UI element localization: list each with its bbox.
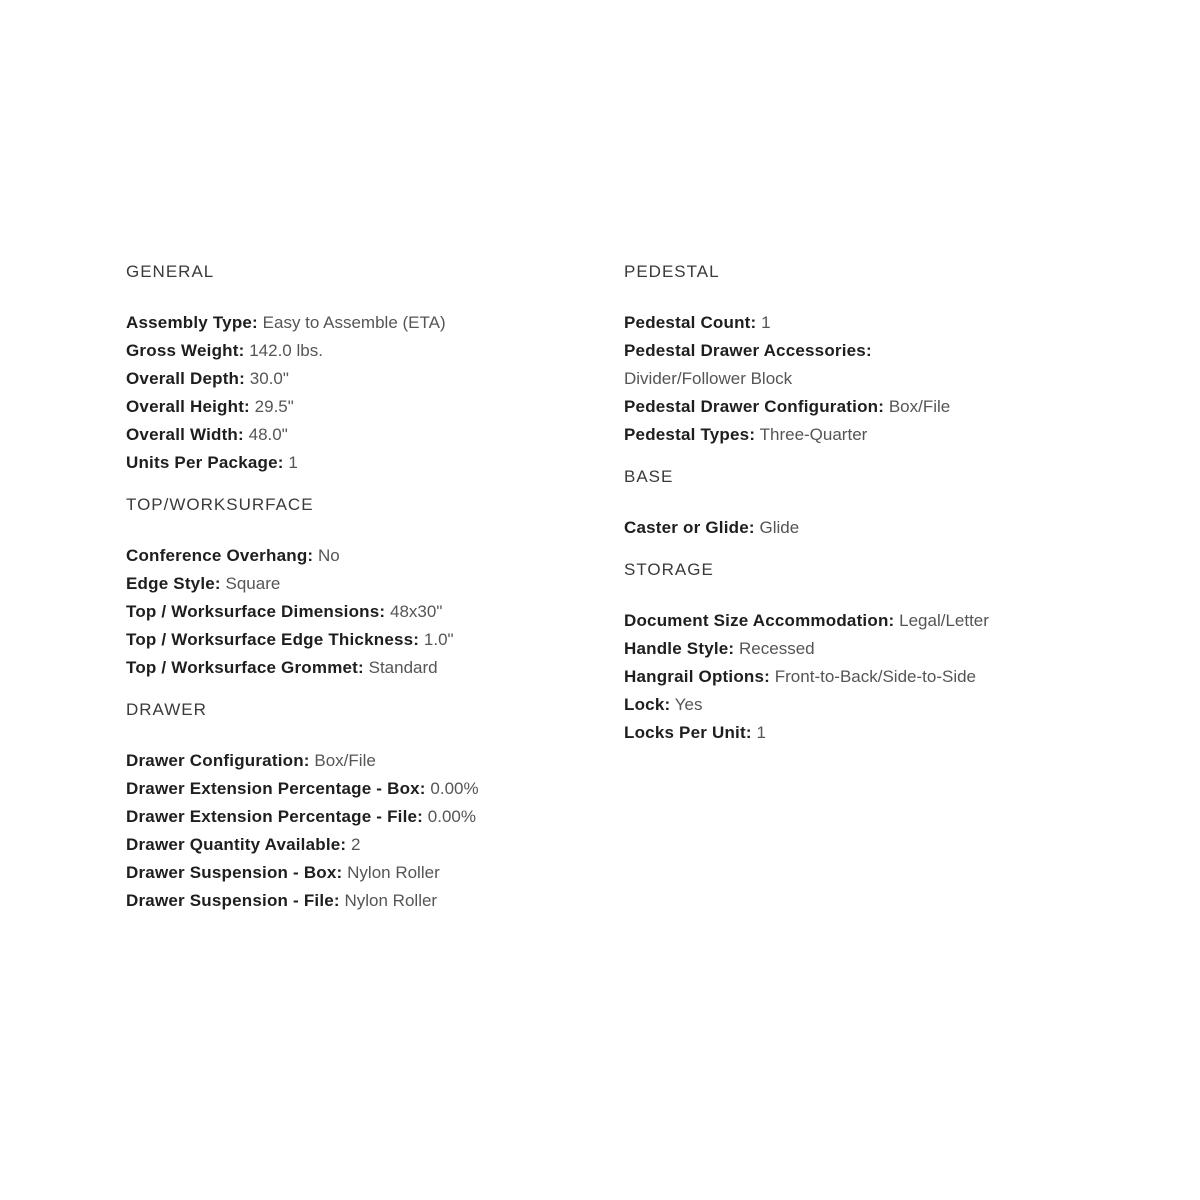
spec-value: 142.0 lbs. xyxy=(249,341,323,360)
section-title-top-worksurface: TOP/WORKSURFACE xyxy=(126,495,314,514)
spec-label: Pedestal Count: xyxy=(624,313,757,332)
spec-label: Lock: xyxy=(624,695,671,714)
spec-value: Nylon Roller xyxy=(347,863,440,882)
specs-column-left xyxy=(126,258,596,929)
spec-overall-depth xyxy=(126,365,596,393)
spec-label: Top / Worksurface Grommet: xyxy=(126,658,364,677)
spec-value: Front-to-Back/Side-to-Side xyxy=(774,667,977,686)
spec-conference-overhang xyxy=(126,542,596,570)
spec-lock xyxy=(624,691,1084,719)
spec-label: Drawer Configuration: xyxy=(126,751,310,770)
spec-value: Box/File xyxy=(888,397,951,416)
spec-pedestal-count xyxy=(624,309,1084,337)
spec-label: Drawer Suspension - Box: xyxy=(126,863,343,882)
spec-value: 1.0" xyxy=(423,630,454,649)
section-pedestal xyxy=(624,258,1084,449)
spec-label: Drawer Quantity Available: xyxy=(126,835,347,854)
section-general xyxy=(126,258,596,477)
spec-drawer-quantity xyxy=(126,831,596,859)
spec-value: Square xyxy=(225,574,281,593)
spec-caster-or-glide xyxy=(624,514,1084,542)
spec-label: Locks Per Unit: xyxy=(624,723,752,742)
section-top-worksurface xyxy=(126,491,596,682)
spec-value: Standard xyxy=(368,658,438,677)
spec-label: Overall Depth: xyxy=(126,369,245,388)
spec-label: Top / Worksurface Dimensions: xyxy=(126,602,386,621)
spec-value: No xyxy=(318,546,340,565)
spec-pedestal-types xyxy=(624,421,1084,449)
section-drawer xyxy=(126,696,596,915)
spec-pedestal-drawer-accessories xyxy=(624,337,1084,393)
spec-value: Three-Quarter xyxy=(759,425,868,444)
spec-label: Gross Weight: xyxy=(126,341,245,360)
spec-value: Box/File xyxy=(314,751,376,770)
section-base xyxy=(624,463,1084,542)
section-title-base: BASE xyxy=(624,467,674,486)
spec-label: Units Per Package: xyxy=(126,453,284,472)
specs-column-right xyxy=(624,258,1084,761)
spec-value: 2 xyxy=(351,835,361,854)
spec-hangrail-options xyxy=(624,663,1084,691)
spec-value: 1 xyxy=(761,313,771,332)
spec-value: Recessed xyxy=(739,639,815,658)
spec-label: Edge Style: xyxy=(126,574,221,593)
section-title-general: GENERAL xyxy=(126,262,215,281)
spec-drawer-extension-box xyxy=(126,775,596,803)
spec-label: Pedestal Types: xyxy=(624,425,756,444)
spec-value: Yes xyxy=(674,695,703,714)
spec-label: Top / Worksurface Edge Thickness: xyxy=(126,630,420,649)
section-title-pedestal: PEDESTAL xyxy=(624,262,720,281)
section-title-storage: STORAGE xyxy=(624,560,714,579)
spec-value: Easy to Assemble (ETA) xyxy=(262,313,446,332)
spec-assembly-type xyxy=(126,309,596,337)
spec-label: Conference Overhang: xyxy=(126,546,314,565)
spec-label: Pedestal Drawer Configuration: xyxy=(624,397,885,416)
spec-locks-per-unit xyxy=(624,719,1084,747)
spec-value: 30.0" xyxy=(249,369,289,388)
spec-label: Assembly Type: xyxy=(126,313,258,332)
spec-drawer-configuration xyxy=(126,747,596,775)
spec-label: Pedestal Drawer Accessories: xyxy=(624,341,872,360)
spec-edge-style xyxy=(126,570,596,598)
spec-value: Divider/Follower Block xyxy=(624,369,793,388)
spec-label: Drawer Suspension - File: xyxy=(126,891,340,910)
spec-drawer-extension-file xyxy=(126,803,596,831)
spec-value: Nylon Roller xyxy=(344,891,438,910)
spec-value: 0.00% xyxy=(427,807,476,826)
spec-label: Overall Height: xyxy=(126,397,250,416)
spec-label: Handle Style: xyxy=(624,639,735,658)
spec-top-grommet xyxy=(126,654,596,682)
spec-value: Glide xyxy=(759,518,800,537)
spec-label: Drawer Extension Percentage - Box: xyxy=(126,779,426,798)
spec-top-dimensions xyxy=(126,598,596,626)
spec-value: 48x30" xyxy=(390,602,443,621)
spec-label: Drawer Extension Percentage - File: xyxy=(126,807,424,826)
spec-drawer-suspension-box xyxy=(126,859,596,887)
spec-label: Hangrail Options: xyxy=(624,667,771,686)
spec-value: 1 xyxy=(756,723,766,742)
spec-top-edge-thickness xyxy=(126,626,596,654)
spec-pedestal-drawer-configuration xyxy=(624,393,1084,421)
spec-value: 0.00% xyxy=(430,779,479,798)
spec-handle-style xyxy=(624,635,1084,663)
section-title-drawer: DRAWER xyxy=(126,700,207,719)
spec-label: Caster or Glide: xyxy=(624,518,755,537)
spec-overall-width xyxy=(126,421,596,449)
spec-overall-height xyxy=(126,393,596,421)
spec-units-per-package xyxy=(126,449,596,477)
spec-label: Document Size Accommodation: xyxy=(624,611,895,630)
section-storage xyxy=(624,556,1084,747)
spec-value: 48.0" xyxy=(248,425,288,444)
spec-drawer-suspension-file xyxy=(126,887,596,915)
spec-value: Legal/Letter xyxy=(899,611,989,630)
spec-value: 1 xyxy=(288,453,298,472)
spec-document-size xyxy=(624,607,1084,635)
spec-gross-weight xyxy=(126,337,596,365)
spec-label: Overall Width: xyxy=(126,425,244,444)
spec-value: 29.5" xyxy=(254,397,294,416)
